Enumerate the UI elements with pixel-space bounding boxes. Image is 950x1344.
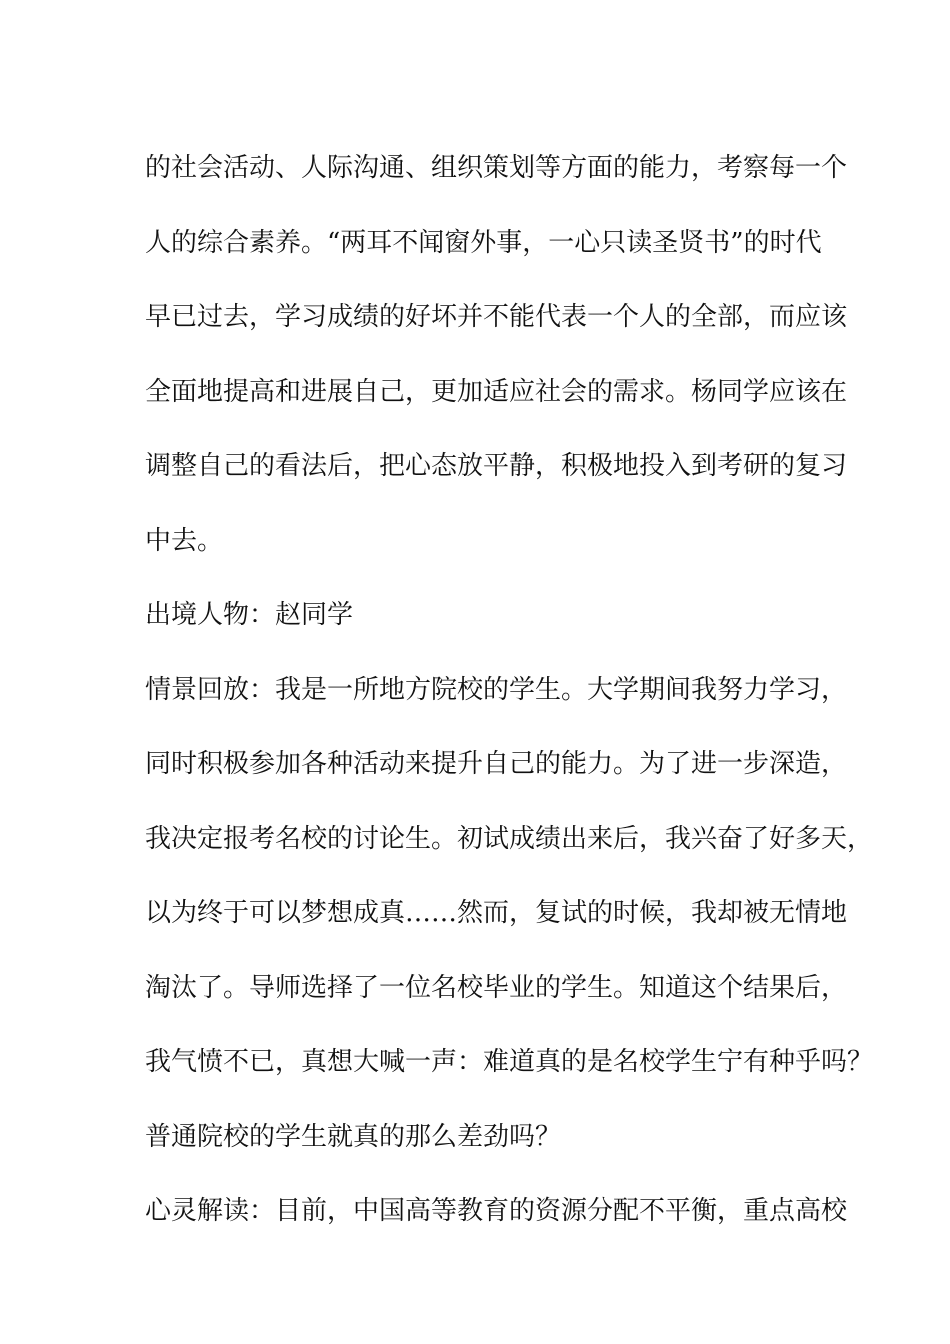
body-text — [145, 131, 874, 1249]
text-line: 中去。 — [145, 525, 224, 556]
text-line: 全面地提高和进展自己，更加适应社会的需求。杨同学应该在 — [145, 376, 848, 407]
text-line: 普通院校的学生就真的那么差劲吗？ — [145, 1121, 562, 1152]
text-line: 调整自己的看法后，把心态放平静，积极地投入到考研的复习 — [145, 451, 848, 481]
text-line: 我决定报考名校的讨论生。初试成绩出来后，我兴奋了好多天， — [145, 823, 874, 854]
text-line: 以为终于可以梦想成真……然而，复试的时候，我却被无情地 — [145, 898, 848, 928]
text-line: 淘汰了。导师选择了一位名校毕业的学生。知道这个结果后， — [145, 972, 848, 1003]
section-heading-character: 出境人物：赵同学 — [145, 600, 354, 630]
text-line: 同时积极参加各种活动来提升自己的能力。为了进一步深造， — [145, 749, 848, 779]
text-line: 情景回放：我是一所地方院校的学生。大学期间我努力学习， — [145, 674, 848, 705]
text-line: 人的综合素养。“两耳不闻窗外事，一心只读圣贤书”的时代 — [145, 227, 822, 258]
text-line: 的社会活动、人际沟通、组织策划等方面的能力，考察每一个 — [145, 153, 848, 183]
text-line: 心灵解读：目前，中国高等教育的资源分配不平衡，重点高校 — [145, 1196, 848, 1226]
text-line: 早已过去，学习成绩的好坏并不能代表一个人的全部，而应该 — [145, 302, 848, 332]
text-line: 我气愤不已，真想大喊一声：难道真的是名校学生宁有种乎吗？ — [145, 1047, 874, 1077]
